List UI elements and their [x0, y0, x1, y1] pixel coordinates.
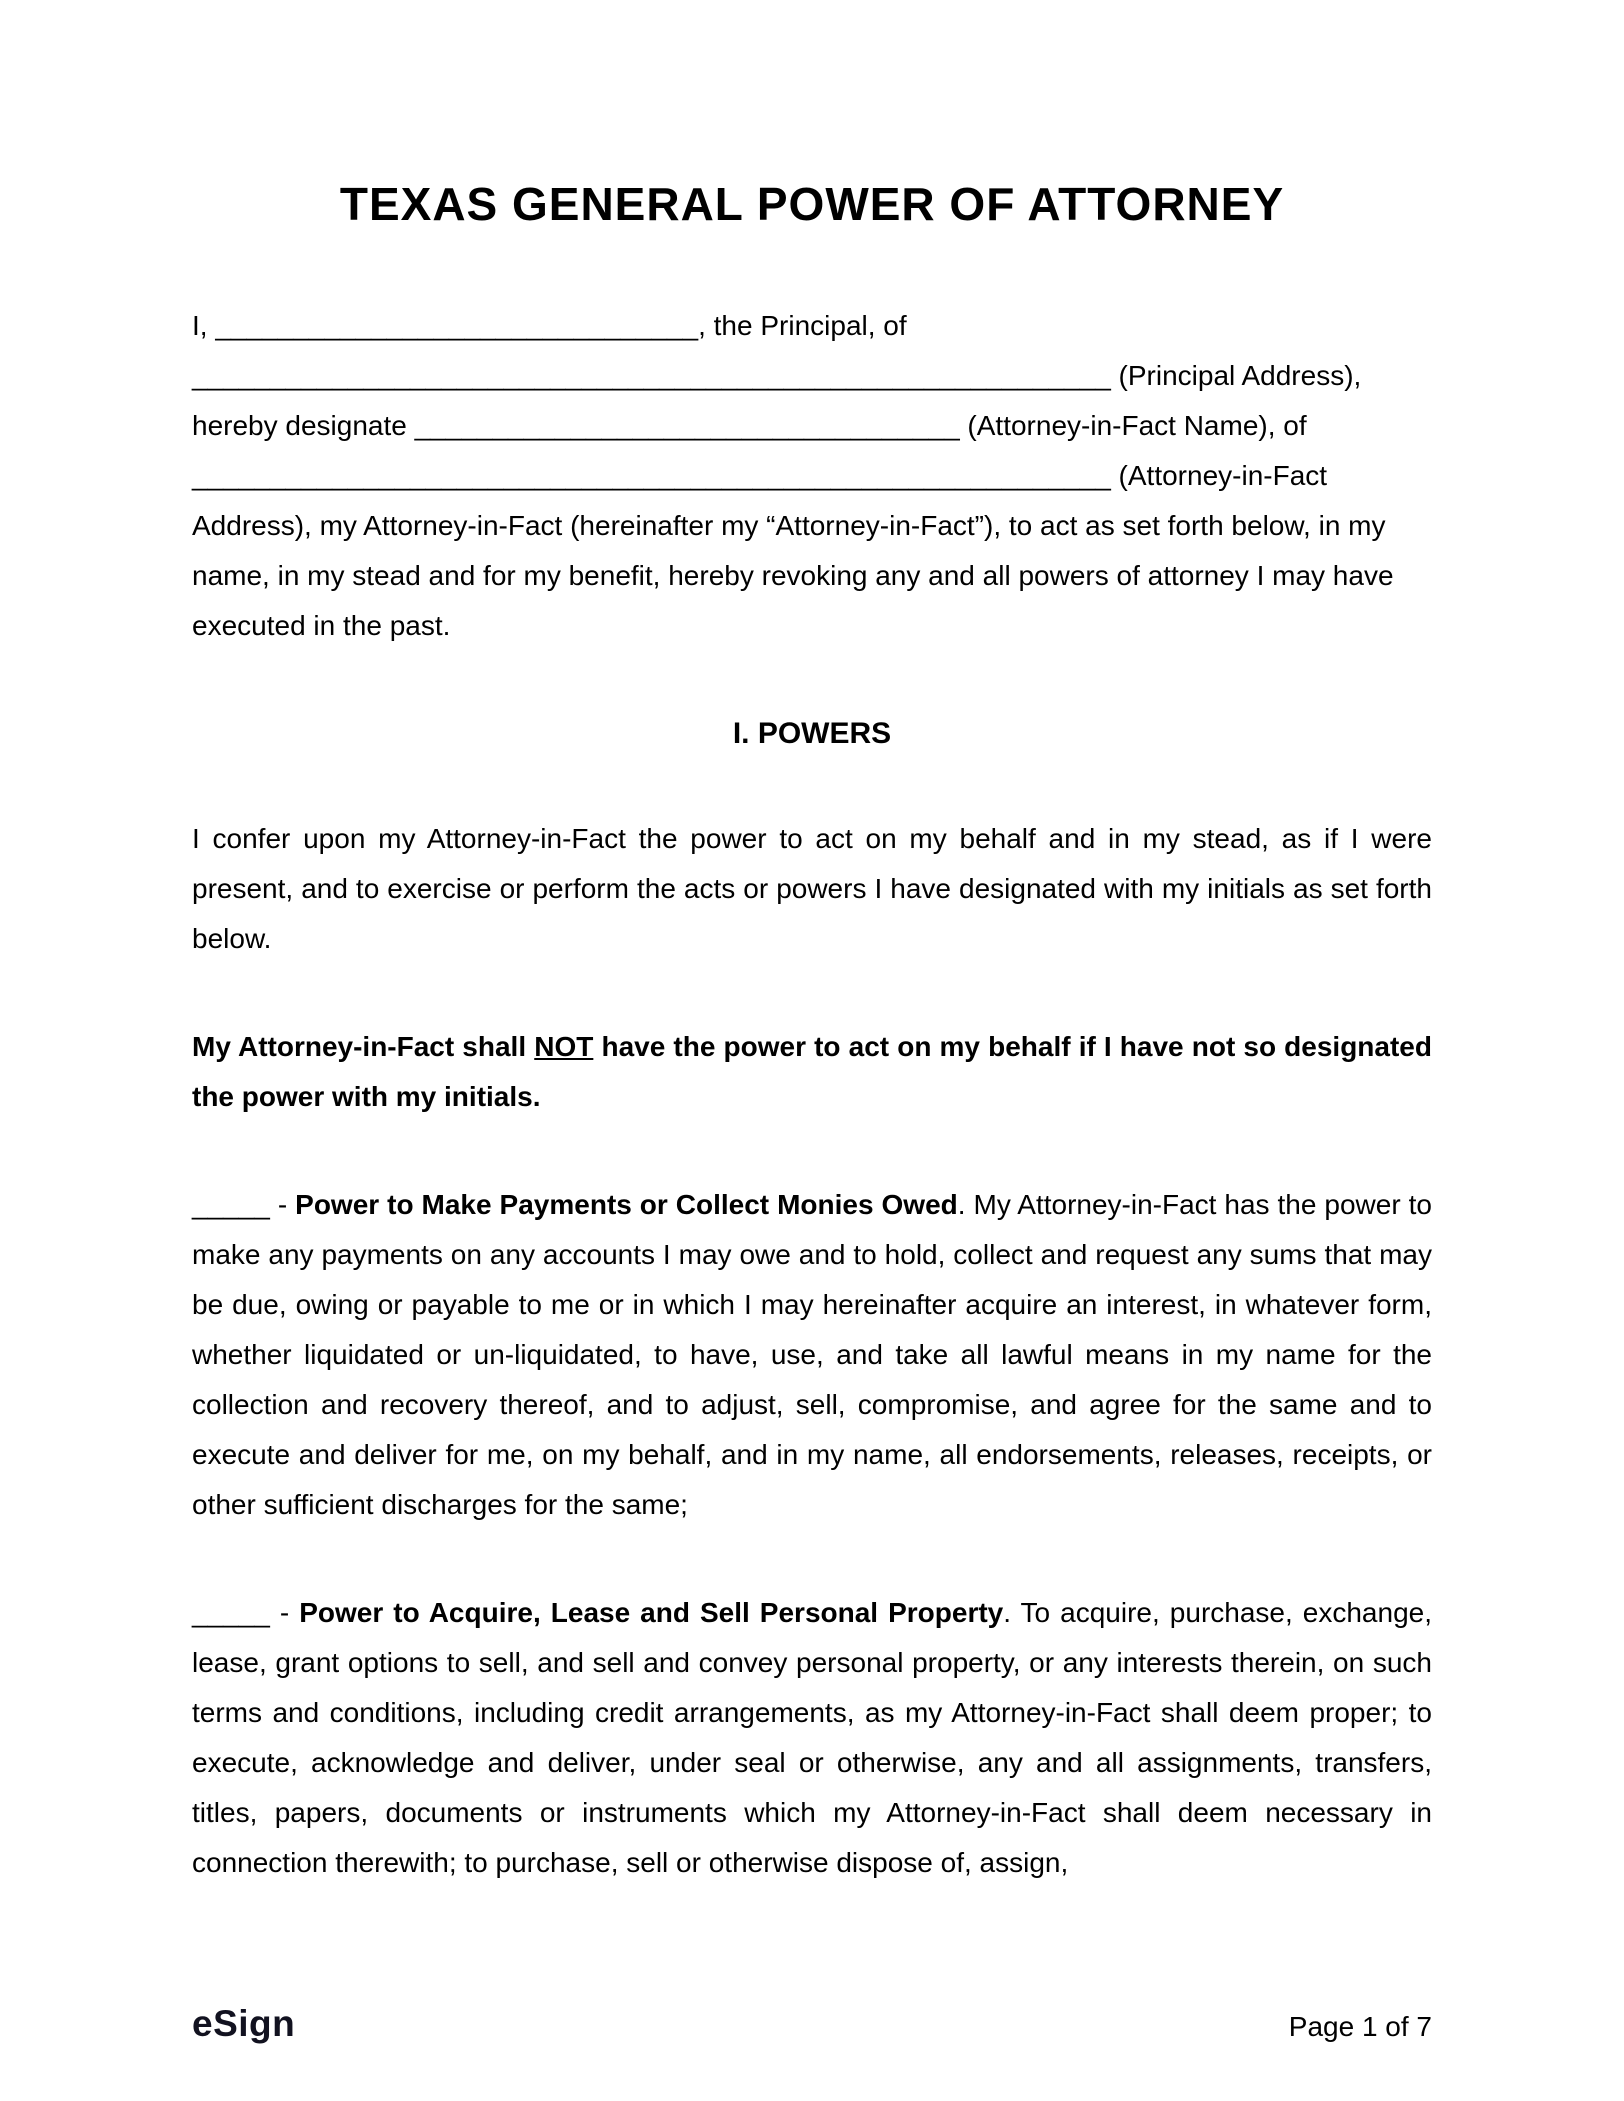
- intro-after-name: , the Principal, of: [698, 309, 907, 341]
- intro-after-attorney-name: (Attorney-in-Fact Name), of: [959, 409, 1307, 441]
- powers-notice-paragraph: [192, 1022, 1432, 1122]
- power-item-payments: [192, 1180, 1432, 1530]
- power-item-personal-property: [192, 1588, 1432, 1888]
- intro-prefix: I,: [192, 309, 216, 341]
- initials-blank[interactable]: _____: [192, 1596, 270, 1628]
- intro-paragraph: [192, 301, 1432, 651]
- intro-after-principal-address: (Principal Address), hereby designate: [192, 359, 1362, 441]
- notice-emphasis: NOT: [534, 1030, 594, 1062]
- document-title: TEXAS GENERAL POWER OF ATTORNEY: [339, 178, 1285, 230]
- power-item-body: . To acquire, purchase, exchange, lease, grant options to sell, and sell and convey personal property, or any interests therein, on such terms and conditions, including credit arrangements, as my Attorney-in-Fact shall deem proper; to execute, acknowledge and deliver, under seal or otherwise, any and all assignments, transfers, titles, papers, documents or instruments which my Attorney-in-Fact shall deem necessary in connection therewith; to purchase, sell or otherwise dispose of, assign,: [192, 1596, 1432, 1878]
- notice-after: have the power to act on my behalf if I have not so designated the power with my initials.: [192, 1030, 1432, 1112]
- esign-logo: eSign: [192, 2003, 296, 2044]
- power-item-title: Power to Acquire, Lease and Sell Personal Property: [299, 1596, 1004, 1628]
- principal-address-blank[interactable]: ___________________________________________________________: [192, 359, 1111, 391]
- power-item-body: . My Attorney-in-Fact has the power to make any payments on any accounts I may owe and to hold, collect and request any sums that may be due, owing or payable to me or in which I may hereinafter acquire an interest, in whatever form, whether liquidated or un-liquidated, to have, use, and take all lawful means in my name for the collection and recovery thereof, and to adjust, sell, compromise, and agree for the same and to execute and deliver for me, on my behalf, and in my name, all endorsements, releases, receipts, or other sufficient discharges for the same;: [192, 1188, 1432, 1520]
- power-item-title: Power to Make Payments or Collect Monies Owed: [295, 1188, 958, 1220]
- intro-closing: (Attorney-in-Fact Address), my Attorney-in-Fact (hereinafter my “Attorney-in-Fact”), to act as set forth below, in my name, in my stead and for my benefit, hereby revoking any and all powers of attorney I may have executed in the past.: [192, 459, 1394, 641]
- section-heading-powers: I. POWERS: [732, 716, 892, 750]
- powers-intro-paragraph: I confer upon my Attorney-in-Fact the power to act on my behalf and in my stead, as if I were present, and to exercise or perform the acts or powers I have designated with my initials as set forth below.: [192, 822, 1432, 954]
- page-footer: [192, 2003, 1432, 2045]
- power-item-separator: -: [269, 1188, 296, 1220]
- notice-before: My Attorney-in-Fact shall: [192, 1030, 535, 1062]
- initials-blank[interactable]: _____: [192, 1188, 270, 1220]
- principal-name-blank[interactable]: _______________________________: [215, 309, 699, 341]
- attorney-address-blank[interactable]: ___________________________________________________________: [192, 459, 1111, 491]
- page-number: Page 1 of 7: [1288, 2011, 1432, 2042]
- attorney-name-blank[interactable]: ___________________________________: [414, 409, 960, 441]
- power-item-separator: -: [269, 1596, 300, 1628]
